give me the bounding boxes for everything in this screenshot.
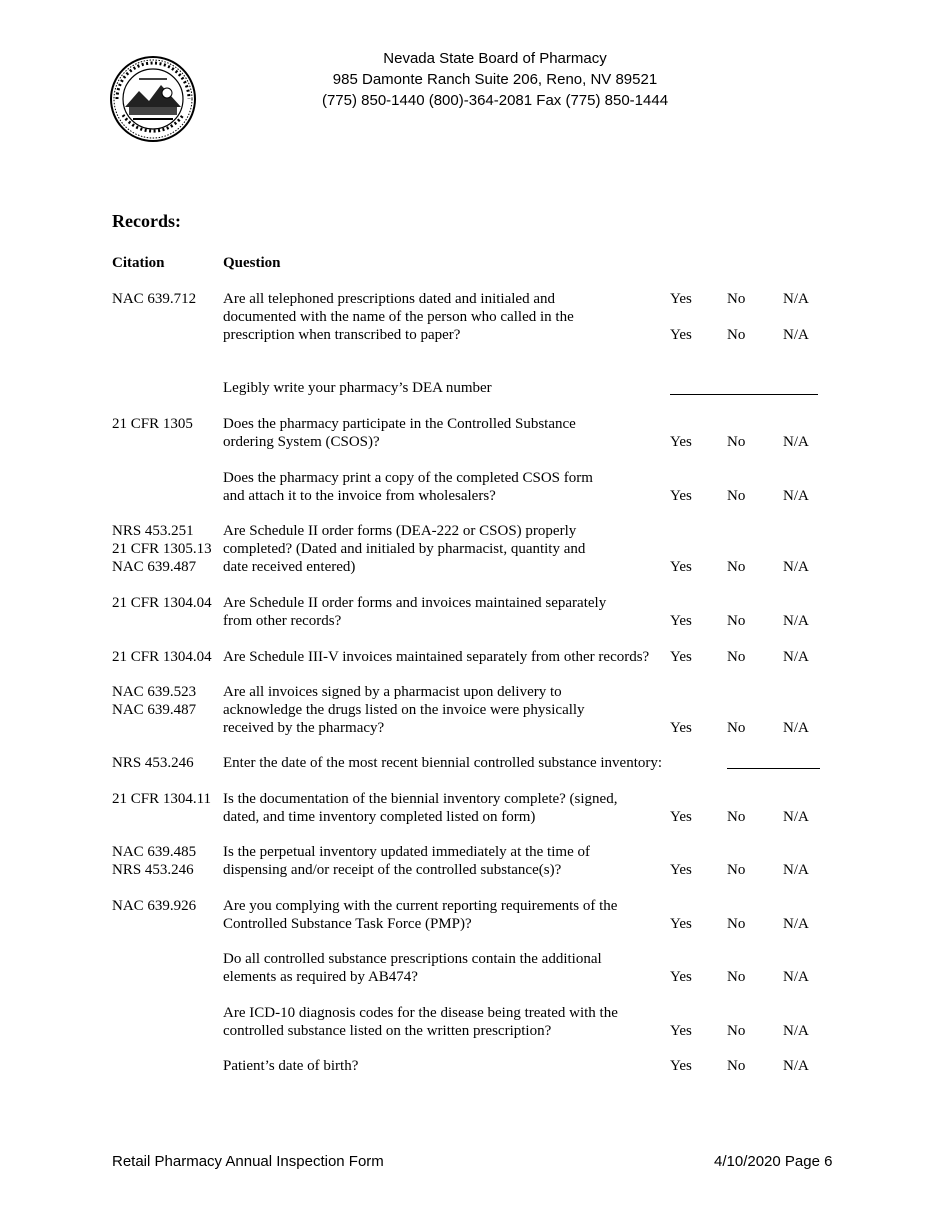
- answer-yes[interactable]: Yes: [670, 809, 692, 825]
- answer-yes[interactable]: Yes: [670, 613, 692, 629]
- answer-yes[interactable]: Yes: [670, 862, 692, 878]
- question-line: controlled substance listed on the written prescription?: [223, 1023, 552, 1039]
- question-line: date received entered): [223, 559, 356, 575]
- answer-no[interactable]: No: [727, 613, 746, 629]
- answer-no[interactable]: No: [727, 1058, 746, 1074]
- answer-no[interactable]: No: [727, 649, 746, 665]
- answer-no[interactable]: No: [727, 327, 746, 343]
- question-column-header: Question: [223, 255, 281, 271]
- question-line: Are Schedule III-V invoices maintained separately from other records?: [223, 649, 650, 665]
- citation: 21 CFR 1305: [112, 416, 193, 432]
- question-line: Is the documentation of the biennial inventory complete? (signed,: [223, 791, 618, 807]
- answer-no[interactable]: No: [727, 969, 746, 985]
- question-line: from other records?: [223, 613, 342, 629]
- answer-yes[interactable]: Yes: [670, 720, 692, 736]
- question-line: dated, and time inventory completed listed on form): [223, 809, 536, 825]
- question-line: Are all invoices signed by a pharmacist upon delivery to: [223, 684, 562, 700]
- question-line: Patient’s date of birth?: [223, 1058, 359, 1074]
- org-address: 985 Damonte Ranch Suite 206, Reno, NV 89521: [332, 71, 658, 88]
- question-line: Is the perpetual inventory updated immediately at the time of: [223, 844, 590, 860]
- citation: NAC 639.487: [112, 559, 197, 575]
- citation-column-header: Citation: [112, 255, 165, 271]
- question-line: Are Schedule II order forms and invoices maintained separately: [223, 595, 607, 611]
- answer-na[interactable]: N/A: [783, 488, 809, 504]
- citation: NAC 639.485: [112, 844, 197, 860]
- citation: NAC 639.926: [112, 898, 197, 914]
- question-line: Are all telephoned prescriptions dated and initialed and: [223, 291, 555, 307]
- question-line: Does the pharmacy print a copy of the completed CSOS form: [223, 470, 593, 486]
- answer-yes[interactable]: Yes: [670, 916, 692, 932]
- answer-yes[interactable]: Yes: [670, 649, 692, 665]
- answer-na[interactable]: N/A: [783, 916, 809, 932]
- question-line: Are you complying with the current reporting requirements of the: [223, 898, 618, 914]
- inventory-date-field[interactable]: [727, 768, 820, 769]
- citation: 21 CFR 1304.11: [112, 791, 212, 807]
- answer-no[interactable]: No: [727, 862, 746, 878]
- answer-yes[interactable]: Yes: [670, 559, 692, 575]
- question-line: Are ICD-10 diagnosis codes for the disease being treated with the: [223, 1005, 618, 1021]
- answer-na[interactable]: N/A: [783, 434, 809, 450]
- question-line: ordering System (CSOS)?: [223, 434, 380, 450]
- question-line: Enter the date of the most recent biennial controlled substance inventory:: [223, 755, 663, 771]
- answer-no[interactable]: No: [727, 434, 746, 450]
- question-line: Controlled Substance Task Force (PMP)?: [223, 916, 472, 932]
- org-phones: (775) 850-1440 (800)-364-2081 Fax (775) 850-1444: [321, 92, 669, 109]
- question-line: Are Schedule II order forms (DEA-222 or CSOS) properly: [223, 523, 577, 539]
- citation: NAC 639.523: [112, 684, 197, 700]
- answer-na[interactable]: N/A: [783, 720, 809, 736]
- answer-yes[interactable]: Yes: [670, 327, 692, 343]
- citation: NRS 453.246: [112, 862, 194, 878]
- question-line: prescription when transcribed to paper?: [223, 327, 461, 343]
- citation: NAC 639.487: [112, 702, 197, 718]
- answer-yes[interactable]: Yes: [670, 488, 692, 504]
- answer-no[interactable]: No: [727, 916, 746, 932]
- answer-na[interactable]: N/A: [783, 809, 809, 825]
- question-line: and attach it to the invoice from wholesalers?: [223, 488, 496, 504]
- question-line: received by the pharmacy?: [223, 720, 385, 736]
- answer-no[interactable]: No: [727, 1023, 746, 1039]
- answer-yes[interactable]: Yes: [670, 969, 692, 985]
- dea-number-field[interactable]: [670, 394, 818, 395]
- footer-form-title: Retail Pharmacy Annual Inspection Form: [112, 1153, 384, 1170]
- letterhead: [0, 48, 950, 111]
- answer-na[interactable]: N/A: [783, 1058, 809, 1074]
- answer-yes[interactable]: Yes: [670, 434, 692, 450]
- answer-na[interactable]: N/A: [783, 327, 809, 343]
- question-line: Does the pharmacy participate in the Controlled Substance: [223, 416, 576, 432]
- answer-no[interactable]: No: [727, 291, 746, 307]
- question-line: dispensing and/or receipt of the controlled substance(s)?: [223, 862, 562, 878]
- section-title: Records:: [112, 211, 181, 231]
- answer-na[interactable]: N/A: [783, 613, 809, 629]
- citation: 21 CFR 1304.04: [112, 595, 212, 611]
- citation: NRS 453.251: [112, 523, 194, 539]
- answer-na[interactable]: N/A: [783, 559, 809, 575]
- question-line: documented with the name of the person who called in the: [223, 309, 574, 325]
- answer-no[interactable]: No: [727, 559, 746, 575]
- answer-yes[interactable]: Yes: [670, 1023, 692, 1039]
- answer-na[interactable]: N/A: [783, 1023, 809, 1039]
- citation: NRS 453.246: [112, 755, 194, 771]
- answer-yes[interactable]: Yes: [670, 1058, 692, 1074]
- question-line: completed? (Dated and initialed by pharmacist, quantity and: [223, 541, 586, 557]
- answer-na[interactable]: N/A: [783, 649, 809, 665]
- citation: 21 CFR 1305.13: [112, 541, 212, 557]
- answer-no[interactable]: No: [727, 809, 746, 825]
- answer-na[interactable]: N/A: [783, 862, 809, 878]
- question-line: Do all controlled substance prescriptions contain the additional: [223, 951, 602, 967]
- answer-yes[interactable]: Yes: [670, 291, 692, 307]
- citation: 21 CFR 1304.04: [112, 649, 212, 665]
- question-line: elements as required by AB474?: [223, 969, 418, 985]
- org-name: Nevada State Board of Pharmacy: [383, 50, 607, 67]
- footer-date-page: 4/10/2020 Page 6: [714, 1153, 833, 1170]
- answer-no[interactable]: No: [727, 720, 746, 736]
- answer-na[interactable]: N/A: [783, 969, 809, 985]
- question-line: Legibly write your pharmacy’s DEA number: [223, 380, 492, 396]
- answer-na[interactable]: N/A: [783, 291, 809, 307]
- answer-no[interactable]: No: [727, 488, 746, 504]
- citation: NAC 639.712: [112, 291, 197, 307]
- question-line: acknowledge the drugs listed on the invoice were physically: [223, 702, 585, 718]
